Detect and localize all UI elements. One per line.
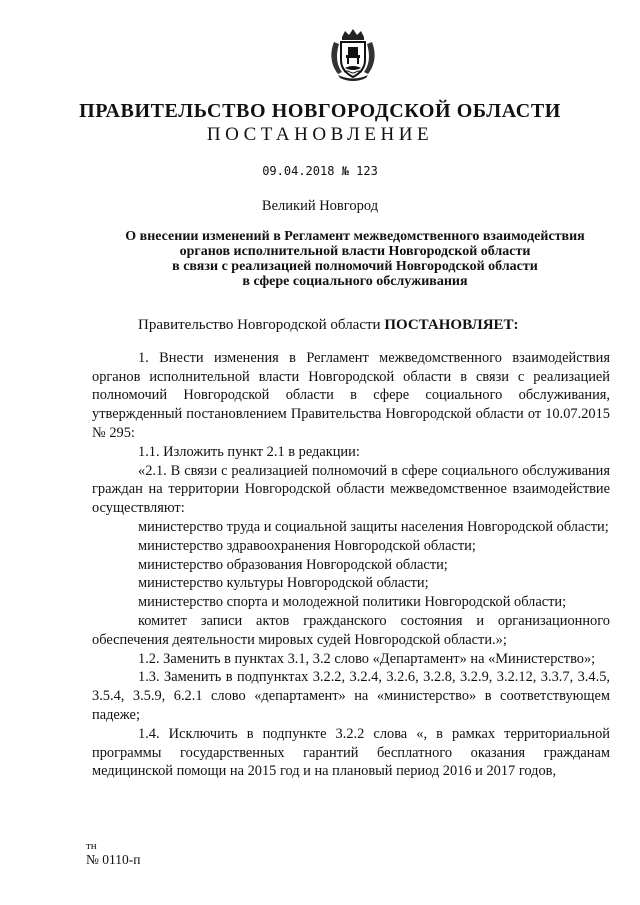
ministry-item: министерство образования Новгородской области; <box>138 556 448 573</box>
document-footer <box>86 840 140 868</box>
ministry-item: министерство труда и социальной защиты населения Новгородской области; <box>138 518 609 535</box>
initials: тн <box>86 840 97 852</box>
coat-of-arms-icon <box>328 28 378 82</box>
form-number: № 0110-п <box>86 852 141 867</box>
paragraph-1-2: 1.2. Заменить в пунктах 3.1, 3.2 слово «Департамент» на «Министерство»; <box>138 650 596 667</box>
subject-line: в связи с реализацией полномочий Новгородской области <box>172 259 538 274</box>
subject-line: органов исполнительной власти Новгородской области <box>179 244 531 259</box>
subject-line: О внесении изменений в Регламент межведомственного взаимодействия <box>125 229 585 244</box>
ministry-item: министерство культуры Новгородской области; <box>138 575 429 592</box>
document-date-number: 09.04.2018 № 123 <box>262 164 378 178</box>
document-type: ПОСТАНОВЛЕНИЕ <box>206 124 434 145</box>
paragraph-1-1: 1.1. Изложить пункт 2.1 в редакции: <box>138 443 360 460</box>
paragraph-1: 1. Внести изменения в Регламент межведомственного взаимодействия органов исполнительной власти Новгородской области в связи с реализацией полномочий Новгородской области в сфере социального обслуживания, утвержденный постановлением Правительства Новгородской области от 10.07.2015 № 295: <box>92 349 610 441</box>
paragraph-1-4: 1.4. Исключить в подпункте 3.2.2 слова «, в рамках территориальной программы государственных гарантий бесплатного оказания гражданам медицинской помощи на 2015 год и на плановый период 2016 и 2017 годов, <box>92 725 610 780</box>
ministry-item: министерство здравоохранения Новгородской области; <box>138 537 476 554</box>
subject-line: в сфере социального обслуживания <box>242 274 468 289</box>
ministry-item: комитет записи актов гражданского состояния и организационного обеспечения деятельности мировых судей Новгородской области.»; <box>92 612 610 648</box>
document-body <box>92 316 610 781</box>
resolution-intro <box>92 316 610 335</box>
paragraph-2-1: «2.1. В связи с реализацией полномочий в сфере социального обслуживания граждан на территории Новгородской области межведомственное взаимодействие осуществляют: <box>92 462 610 517</box>
document-subject <box>100 229 610 289</box>
government-title: ПРАВИТЕЛЬСТВО НОВГОРОДСКОЙ ОБЛАСТИ <box>79 100 561 122</box>
document-city: Великий Новгород <box>261 198 379 214</box>
paragraph-1-3: 1.3. Заменить в подпунктах 3.2.2, 3.2.4, 3.2.6, 3.2.8, 3.2.9, 3.2.12, 3.3.7, 3.4.5, 3.5.4, 3.5.9, 6.2.1 слово «департамент» на «министерство» в соответствующем падеже; <box>92 669 610 723</box>
intro-prefix: Правительство Новгородской области <box>138 317 385 333</box>
intro-action: ПОСТАНОВЛЯЕТ: <box>384 317 519 333</box>
ministry-item: министерство спорта и молодежной политики Новгородской области; <box>138 594 567 611</box>
